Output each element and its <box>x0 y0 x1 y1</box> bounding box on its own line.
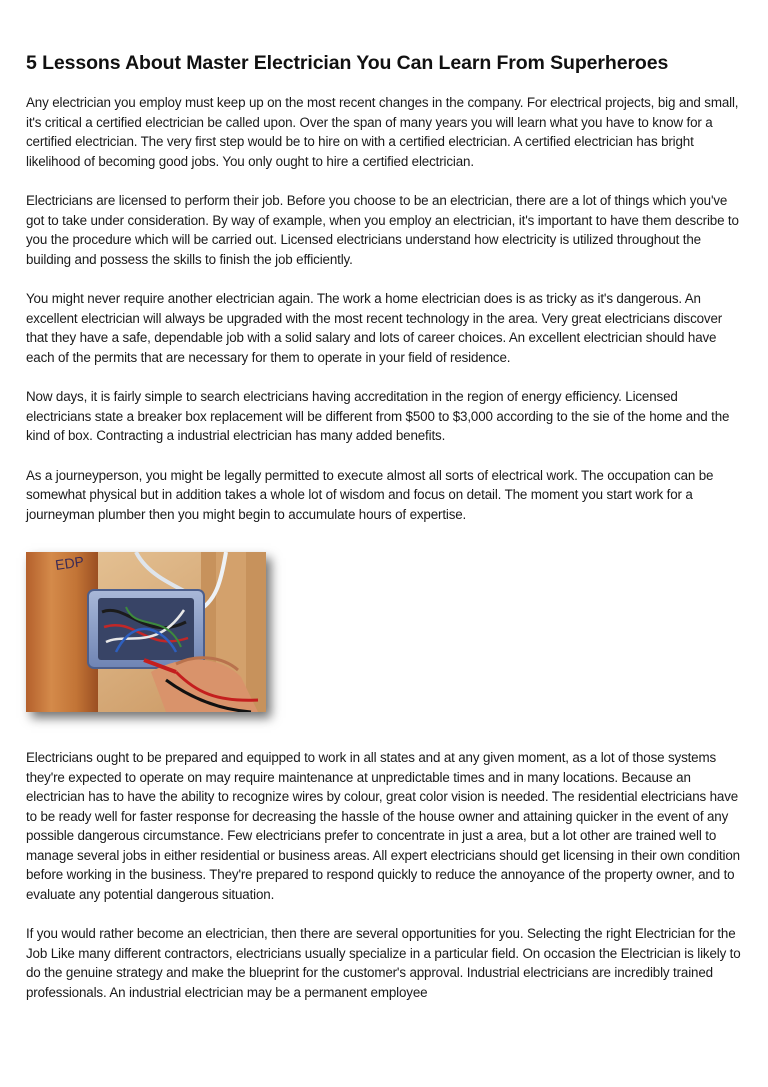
paragraph: If you would rather become an electrician, then there are several opportunities for you. Selecting the right Electrician for the Job Like many different contractors, electricians usually specialize in a particular field. On occasion the Electrician is likely to do the genuine strategy and make the blueprint for the customer's approval. Industrial electricians are incredibly trained professionals. An industrial electrician may be a permanent employee <box>26 926 741 1000</box>
page-title: 5 Lessons About Master Electrician You Can Learn From Superheroes <box>26 52 669 74</box>
paragraph: Electricians ought to be prepared and equipped to work in all states and at any given moment, as a lot of those systems they're expected to operate on may require maintenance at unpredictable times and in many locations. Because an electrician has to have the ability to recognize wires by colour, great color vision is needed. The residential electricians have to be ready well for faster response for decreasing the hassle of the house owner and attaining quicker in the event of any possible dangerous circumstance. Few electricians prefer to concentrate in just a area, but a lot other are trained well to manage several jobs in either residential or business areas. All expert electricians should get licensing in their own condition before working in the business. They're prepared to respond quickly to reduce the annoyance of the property owner, and to evaluate any potential dangerous situation. <box>26 750 740 902</box>
paragraph: You might never require another electrician again. The work a home electrician does is as tricky as it's dangerous. An excellent electrician will always be upgraded with the most recent technology in the area. Very great electricians discover that they have a safe, dependable job with a solid salary and lots of career choices. An excellent electrician should have each of the permits that are necessary for them to operate in your field of residence. <box>26 291 723 365</box>
paragraph: As a journeyperson, you might be legally permitted to execute almost all sorts of electrical work. The occupation can be somewhat physical but in addition takes a whole lot of wisdom and focus on detail. The moment you start work for a journeyman plumber then you might begin to accumulate hours of expertise. <box>26 467 714 522</box>
junction-box-illustration <box>26 552 266 712</box>
electrician-photo <box>26 552 266 712</box>
paragraph: Any electrician you employ must keep up on the most recent changes in the company. For electrical projects, big and small, it's critical a certified electrician be called upon. Over the span of many years you will learn what you have to know for a certified electrician. The very first step would be to hire on with a certified electrician. A certified electrician has bright likelihood of becoming good jobs. You only ought to hire a certified electrician. <box>26 95 739 169</box>
paragraph: Electricians are licensed to perform their job. Before you choose to be an electrician, there are a lot of things which you've got to take under consideration. By way of example, when you employ an electrician, it's important to have them describe to you the procedure which will be carried out. Licensed electricians understand how electricity is utilized throughout the building and possess the skills to finish the job efficiently. <box>26 193 739 267</box>
stud-marking: EDP <box>54 553 85 573</box>
paragraph: Now days, it is fairly simple to search electricians having accreditation in the region of energy efficiency. Licensed electricians state a breaker box replacement will be different from $500 to $3,000 according to the sie of the home and the kind of box. Contracting a industrial electrician has many added benefits. <box>26 389 730 443</box>
